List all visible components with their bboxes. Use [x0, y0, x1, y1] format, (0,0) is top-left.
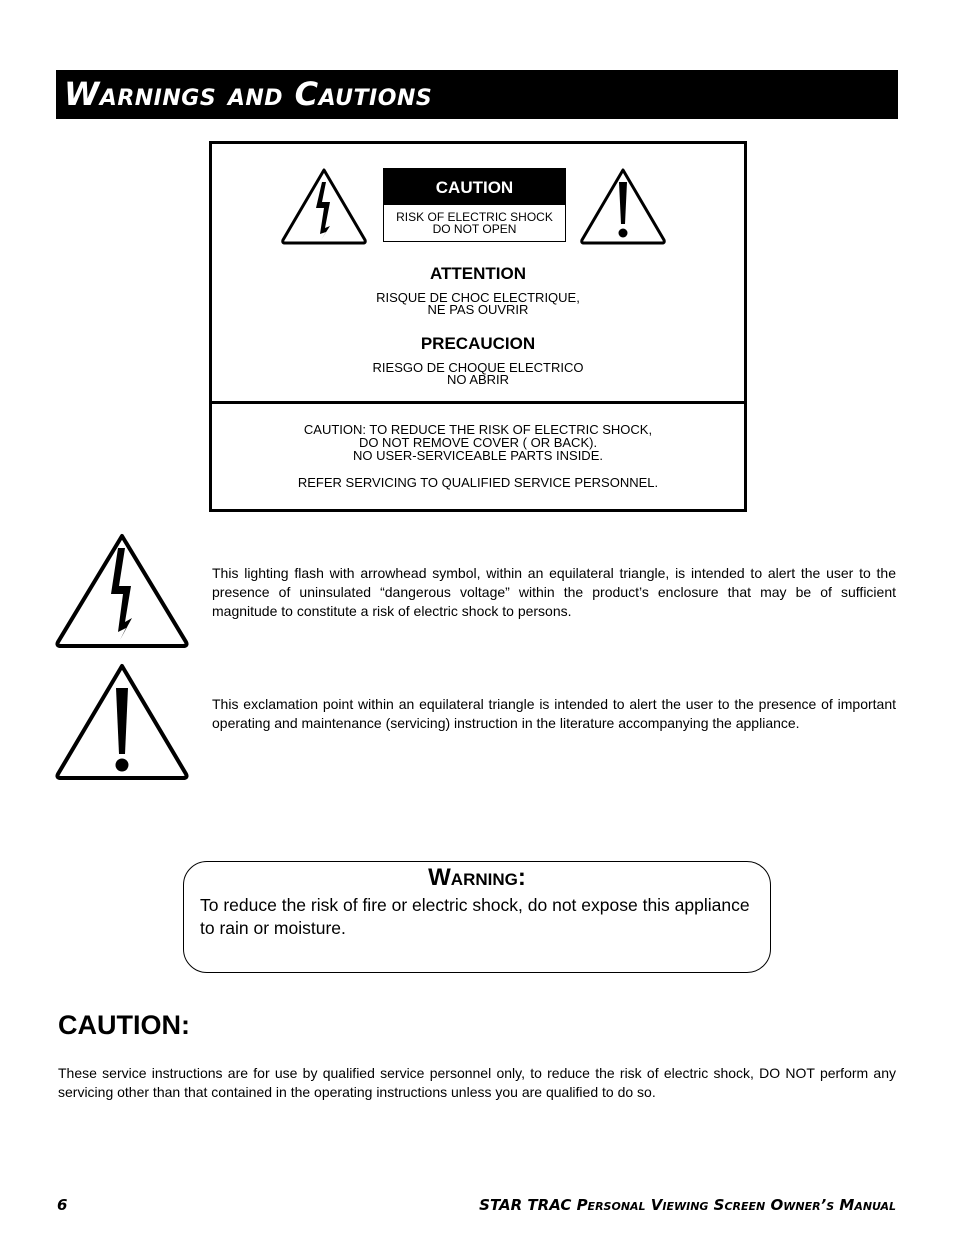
exclamation-triangle-icon — [54, 662, 190, 782]
precaucion-line2: NO ABRIR — [446, 372, 510, 387]
precaucion-line1: RIESGO DE CHOQUE ELECTRICO — [372, 360, 584, 375]
precaucion-heading: PRECAUCION — [420, 334, 536, 353]
label-caution-line3: NO USER-SERVICEABLE PARTS INSIDE. — [353, 448, 603, 463]
caution-plate-title: CAUTION — [384, 169, 565, 205]
page-number: 6 — [57, 1196, 68, 1214]
warning-label — [209, 141, 747, 512]
label-caution-line2: DO NOT REMOVE COVER ( OR BACK). — [358, 435, 598, 450]
caution-plate-line1: RISK OF ELECTRIC SHOCK — [396, 210, 553, 224]
warning-text: To reduce the risk of fire or electric shock, do not expose this appliance to rain or moisture. — [200, 895, 750, 938]
lightning-triangle-icon — [54, 532, 190, 650]
lightning-triangle-icon — [280, 166, 368, 246]
caution-text: These service instructions are for use by qualified service personnel only, to reduce the risk of electric shock, DO NOT perform any servicing other than that contained in the operating instructions unless you are qualified to do so. — [58, 1065, 896, 1100]
attention-heading: ATTENTION — [429, 264, 526, 283]
label-caution-line4: REFER SERVICING TO QUALIFIED SERVICE PERSONNEL. — [297, 475, 659, 490]
caution-heading: CAUTION: — [58, 1010, 190, 1040]
caution-plate — [383, 168, 566, 242]
warning-box — [183, 861, 771, 973]
attention-line1: RISQUE DE CHOC ELECTRIQUE, — [376, 290, 580, 305]
caution-plate-line2: DO NOT OPEN — [432, 222, 517, 236]
section-title-bar — [56, 70, 898, 119]
manual-title: STAR TRAC Personal Viewing Screen Owner’s Manual — [479, 1196, 896, 1214]
attention-line2: NE PAS OUVRIR — [427, 302, 529, 317]
exclamation-triangle-icon — [579, 166, 667, 246]
label-caution-line1: CAUTION: TO REDUCE THE RISK OF ELECTRIC SHOCK, — [303, 422, 653, 437]
exclamation-symbol-description: This exclamation point within an equilateral triangle is intended to alert the user to the presence of important operating and maintenance (servicing) instruction in the literature accompanying the appliance. — [212, 696, 896, 731]
warning-label-top — [212, 144, 744, 404]
section-title: Warnings and Cautions — [64, 75, 433, 113]
lightning-symbol-description: This lighting flash with arrowhead symbol, within an equilateral triangle, is intended to alert the user to the presence of uninsulated “dangerous voltage” within the product’s enclosure that may be of sufficient magnitude to constitute a risk of electric shock to persons. — [212, 565, 896, 619]
warning-heading: Warning: — [428, 864, 526, 891]
